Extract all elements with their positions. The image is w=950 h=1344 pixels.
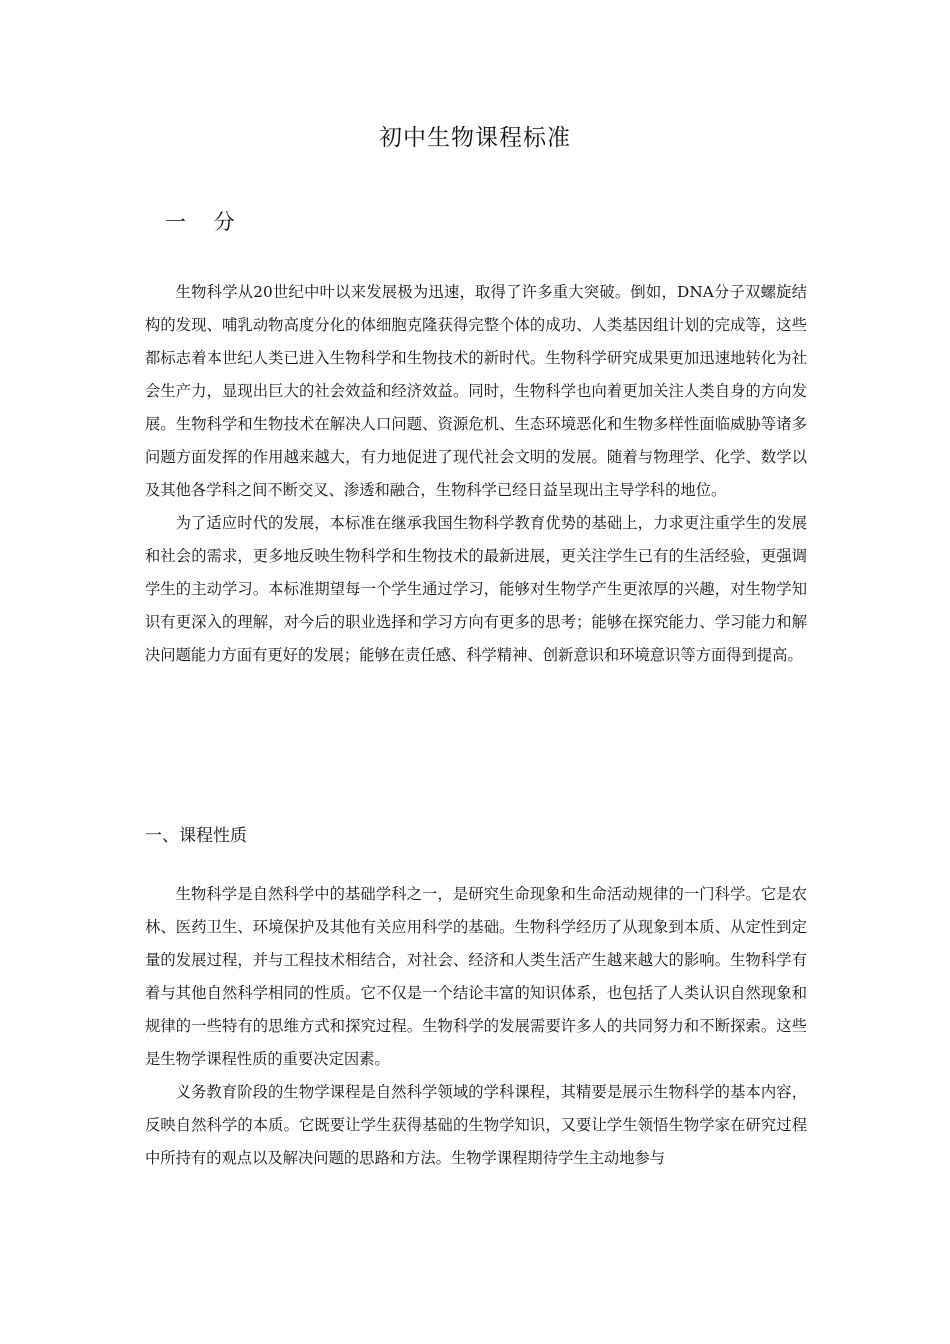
intro-paragraph-1: 生物科学从20世纪中叶以来发展极为迅速，取得了许多重大突破。倒如，DNA分子双螺旋结构的发现、哺乳动物高度分化的体细胞克隆获得完整个体的成功、人类基因组计划的完成等，这些都标志着本世纪人类已进入生物科学和生物技术的新时代。生物科学研究成果更加迅速地转化为社会生产力，显现出巨大的社会效益和经济效益。同时，生物科学也向着更加关注人类自身的方向发展。生物科学和生物技术在解决人口问题、资源危机、生态环境恶化和生物多样性面临威胁等诸多问题方面发挥的作用越来越大，有力地促进了现代社会文明的发展。随着与物理学、化学、数学以及其他各学科之间不断交叉、渗透和融合，生物科学已经日益呈现出主导学科的地位。 <box>145 283 807 499</box>
course-nature-paragraph-2: 义务教育阶段的生物学课程是自然科学领域的学科课程，其精要是展示生物科学的基本内容，反映自然科学的本质。它既要让学生获得基础的生物学知识，又要让学生领悟生物学家在研究过程中所持有的观点以及解决问题的思路和方法。生物学课程期待学生主动地参与 <box>145 1083 807 1167</box>
course-nature-text-block <box>145 878 807 1175</box>
section-heading-course-nature: 一、课程性质 <box>145 826 247 846</box>
intro-paragraph-2: 为了适应时代的发展，本标准在继承我国生物科学教育优势的基础上，力求更注重学生的发展和社会的需求，更多地反映生物科学和生物技术的最新进展，更关注学生已有的生活经验，更强调学生的主动学习。本标准期望每一个学生通过学习，能够对生物学产生更浓厚的兴趣，对生物学知识有更深入的理解，对今后的职业选择和学习方向有更多的思考；能够在探究能力、学习能力和解决问题能力方面有更好的发展；能够在责任感、科学精神、创新意识和环境意识等方面得到提高。 <box>145 514 807 664</box>
part-heading: 一 分 <box>165 210 235 234</box>
intro-text-block <box>145 276 807 672</box>
course-nature-paragraph-1: 生物科学是自然科学中的基础学科之一，是研究生命现象和生命活动规律的一门科学。它是农林、医药卫生、环境保护及其他有关应用科学的基础。生物科学经历了从现象到本质、从定性到定量的发展过程，并与工程技术相结合，对社会、经济和人类生活产生越来越大的影响。生物科学有着与其他自然科学相同的性质。它不仅是一个结论丰富的知识体系，也包括了人类认识自然现象和规律的一些特有的思维方式和探究过程。生物科学的发展需要许多人的共同努力和不断探索。这些是生物学课程性质的重要决定因素。 <box>145 885 807 1068</box>
document-title: 初中生物课程标准 <box>379 125 571 151</box>
